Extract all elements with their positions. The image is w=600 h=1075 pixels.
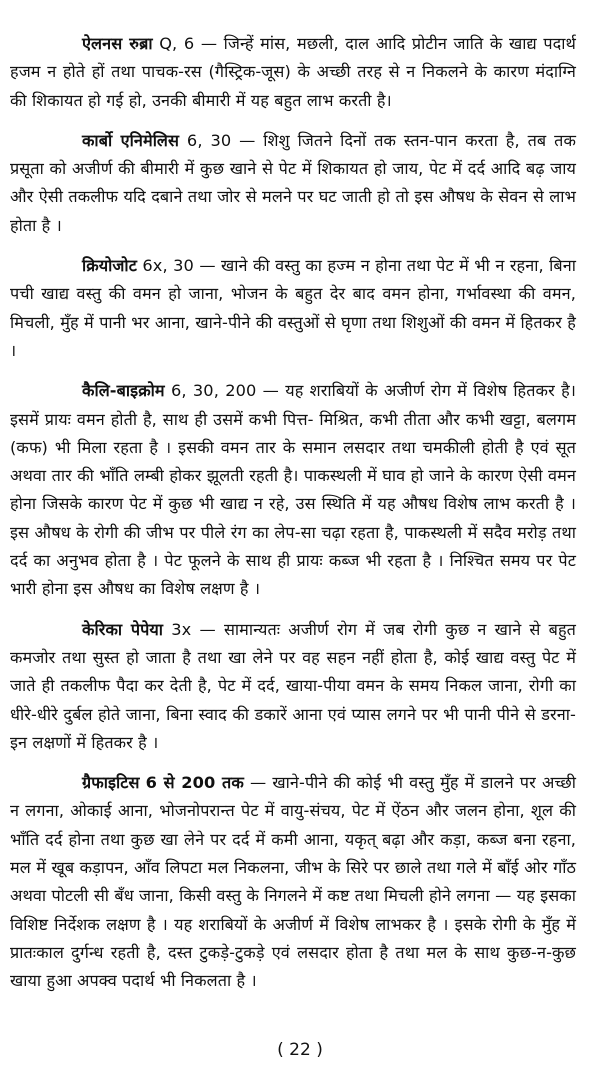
remedy-entry: [10, 30, 576, 115]
remedy-description: — खाने-पीने की कोई भी वस्तु मुँह में डालने पर अच्छी न लगना, ओकाई आना, भोजनोपरान्त पेट में वायु-संचय, पेट में ऐंठन और जलन होना, शूल की भाँति दर्द होना तथा कुछ खा लेने पर दर्द में कमी आना, यकृत् बढ़ा और कड़ा, कब्ज बना रहना, मल में खूब कड़ापन, आँव लिपटा मल निकलना, जीभ के सिरे पर छाले तथा गले में बाँई ओर गाँठ अथवा पोटली सी बँध जाना, किसी वस्तु के निगलने में कष्ट तथा मिचली होने लगना — यह इसका विशिष्ट निर्देशक लक्षण है । यह शराबियों के अजीर्ण में विशेष लाभकर है । इसके रोगी के मुँह में प्रातःकाल दुर्गन्ध रहती है, दस्त टुकड़े-टुकड़े एवं लसदार होता है तथा मल के साथ कुछ-न-कुछ खाया हुआ अपक्व पदार्थ भी निकलता है ।: [10, 773, 577, 991]
remedy-name: केरिका पेपेया: [82, 619, 164, 639]
remedy-name: कार्बो एनिमेलिस: [82, 130, 180, 150]
remedy-name: कैलि-बाइक्रोम: [82, 381, 165, 401]
remedy-name: क्रियोजोट: [82, 256, 137, 276]
remedy-potency: 6 से 200 तक: [145, 773, 244, 793]
remedy-description: — खाने की वस्तु का हज्म न होना तथा पेट में भी न रहना, बिना पची खाद्य वस्तु की वमन हो जाना, भोजन के बहुत देर बाद वमन होना, गर्भावस्था की वमन, मिचली, मुँह में पानी भर आना, खाने-पीने की वस्तुओं से घृणा तथा शिशुओं की वमन में हितकर है ।: [10, 256, 576, 360]
remedy-potency: 6, 30: [186, 130, 232, 150]
remedy-potency: 6x, 30: [142, 256, 194, 276]
remedy-description: — यह शराबियों के अजीर्ण रोग में विशेष हितकर है। इसमें प्रायः वमन होती है, साथ ही उसमें कभी पित्त- मिश्रित, कभी तीता और कभी खट्टा, बलगम (कफ) भी मिला रहता है । इसकी वमन तार के समान लसदार तथा चमकीली होती है एवं सूत अथवा तार की भाँति लम्बी होकर झूलती रहती है। पाकस्थली में घाव हो जाने के कारण ऐसी वमन होना जिसके कारण पेट में कुछ भी खाद्य न रहे, उस स्थिति में यह औषध विशेष लाभ करती है । इस औषध के रोगी की जीभ पर पीले रंग का लेप-सा चढ़ा रहता है, पाकस्थली में सदैव मरोड़ तथा दर्द का अनुभव होता है । पेट फूलने के साथ ही प्रायः कब्ज भी रहता है । निश्चित समय पर पेट भारी होना इस औषध का विशेष लक्षण है ।: [10, 381, 576, 599]
remedy-description: — शिशु जितने दिनों तक स्तन-पान करता है, तब तक प्रसूता को अजीर्ण की बीमारी में कुछ खाने से पेट में शिकायत हो जाय, पेट में दर्द आदि बढ़ जाय और ऐसी तकलीफ यदि दबाने तथा जोर से मलने पर घट जाती हो तो इस औषध के सेवन से लाभ होता है ।: [10, 130, 576, 235]
remedy-entry: [10, 616, 576, 757]
remedy-potency: Q, 6: [159, 34, 195, 53]
remedy-description: — जिन्हें मांस, मछली, दाल आदि प्रोटीन जाति के खाद्य पदार्थ हजम न होते हों तथा पाचक-रस (गैस्ट्रिक-जूस) के अच्छी तरह से न निकलने के कारण मंदाग्नि की शिकायत हो गई हो, उनकी बीमारी में यह बहुत लाभ करती है।: [10, 34, 576, 110]
remedy-potency: 3x: [171, 619, 192, 639]
remedy-entry: [10, 377, 576, 603]
remedy-entry: [10, 769, 576, 995]
remedy-potency: 6, 30, 200: [170, 381, 257, 401]
remedy-entry: [10, 127, 576, 240]
remedy-entry: [10, 252, 576, 365]
page-number: ( 22 ): [277, 1040, 323, 1060]
remedy-description: — सामान्यतः अजीर्ण रोग में जब रोगी कुछ न खाने से बहुत कमजोर तथा सुस्त हो जाता है तथा खा लेने पर वह सहन नहीं होता है, कोई खाद्य वस्तु पेट में जाते ही तकलीफ पैदा कर देती है, पेट में दर्द, खाया-पीया वमन के समय निकल जाना, रोगी का धीरे-धीरे दुर्बल होते जाना, बिना स्वाद की डकारें आना एवं प्यास लगने पर भी पानी पीने से डरना- इन लक्षणों में हितकर है ।: [10, 619, 576, 752]
remedy-name: ग्रैफाइटिस: [82, 773, 140, 793]
remedy-name: ऐलनस रुब्रा: [82, 34, 153, 53]
